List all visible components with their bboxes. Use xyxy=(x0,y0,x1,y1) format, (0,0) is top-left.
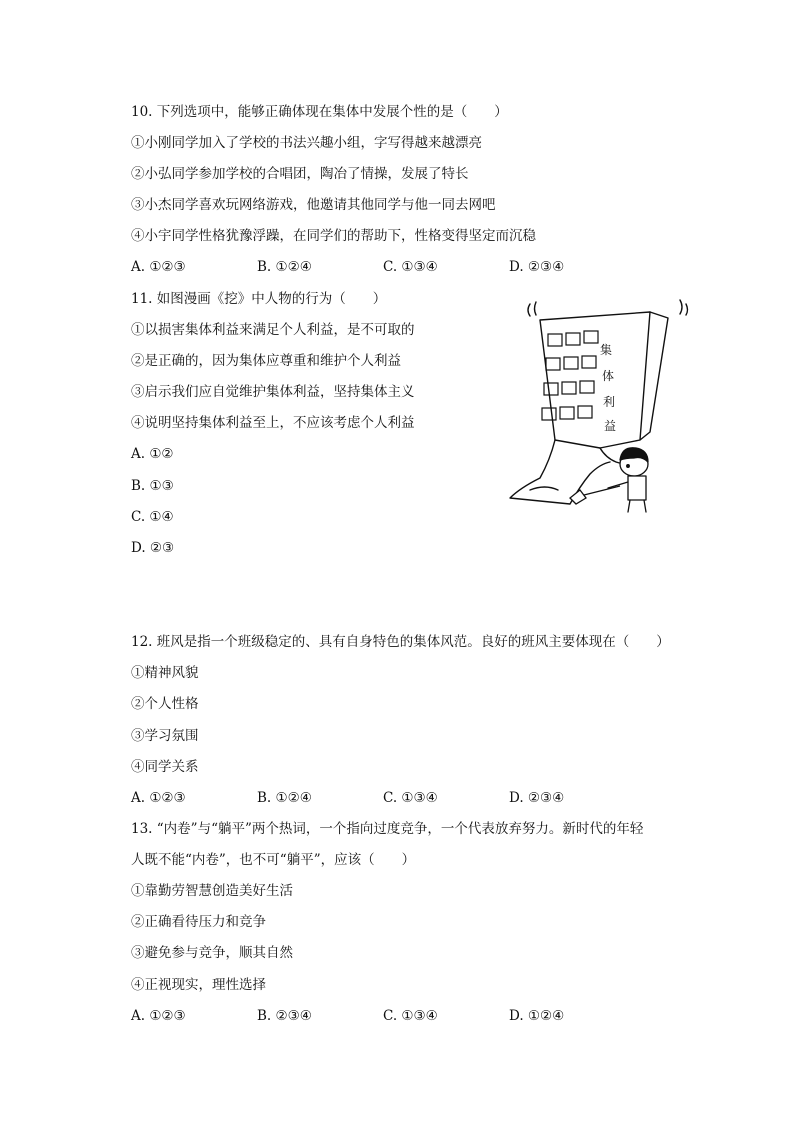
window xyxy=(544,383,558,395)
q11-item-1: ①以损害集体利益来满足个人利益，是不可取的 xyxy=(131,322,415,338)
boy-body xyxy=(628,476,646,500)
boy-legs xyxy=(628,500,646,512)
q12-option-d[interactable]: D. ②③④ xyxy=(509,790,565,806)
motion-mark xyxy=(528,304,530,316)
q10-option-d[interactable]: D. ②③④ xyxy=(509,259,565,275)
q11-stem: 11. 如图漫画《挖》中人物的行为（ ） xyxy=(131,291,387,307)
cartoon-label-char: 集 xyxy=(600,343,613,357)
shovel-blade xyxy=(570,490,586,504)
window xyxy=(580,381,594,393)
foundation xyxy=(510,440,610,504)
cartoon-label-char: 利 xyxy=(603,395,616,409)
motion-mark xyxy=(535,302,537,315)
rubble-line xyxy=(530,487,558,490)
q11-item-3: ③启示我们应自觉维护集体利益，坚持集体主义 xyxy=(131,384,415,400)
q11-option-a[interactable]: A. ①② xyxy=(131,446,174,462)
q10-item-3: ③小杰同学喜欢玩网络游戏，他邀请其他同学与他一同去网吧 xyxy=(131,197,496,213)
window xyxy=(564,357,578,369)
q11-option-b[interactable]: B. ①③ xyxy=(131,478,174,494)
window xyxy=(560,407,574,419)
shovel-handle xyxy=(580,486,620,496)
window xyxy=(546,358,560,370)
motion-mark xyxy=(686,304,688,315)
q12-item-2: ②个人性格 xyxy=(131,696,199,712)
q13-item-4: ④正视现实，理性选择 xyxy=(131,977,266,993)
q10-option-b[interactable]: B. ①②④ xyxy=(257,259,312,275)
cartoon-illustration xyxy=(500,290,700,520)
window xyxy=(584,331,598,343)
q10-stem: 10. 下列选项中，能够正确体现在集体中发展个性的是（ ） xyxy=(131,104,508,120)
q13-item-2: ②正确看待压力和竞争 xyxy=(131,914,266,930)
window xyxy=(562,382,576,394)
q11-option-d[interactable]: D. ②③ xyxy=(131,540,175,556)
q13-option-b[interactable]: B. ②③④ xyxy=(257,1008,312,1024)
q11-option-c[interactable]: C. ①④ xyxy=(131,509,174,525)
q12-stem: 12. 班风是指一个班级稳定的、具有自身特色的集体风范。良好的班风主要体现在（ ） xyxy=(131,634,670,650)
building-side xyxy=(640,312,668,440)
q10-item-2: ②小弘同学参加学校的合唱团，陶冶了情操，发展了特长 xyxy=(131,166,469,182)
q12-option-b[interactable]: B. ①②④ xyxy=(257,790,312,806)
window xyxy=(542,408,556,420)
q13-stem-line-2: 人既不能“内卷”，也不可“躺平”，应该（ ） xyxy=(131,852,416,868)
window xyxy=(582,356,596,368)
q12-option-a[interactable]: A. ①②③ xyxy=(131,790,186,806)
cartoon-label-char: 体 xyxy=(602,369,615,383)
q13-options xyxy=(131,1007,651,1025)
q13-item-3: ③避免参与竞争，顺其自然 xyxy=(131,945,293,961)
building-front xyxy=(540,312,650,448)
q13-stem-line-1: 13. “内卷”与“躺平”两个热词，一个指向过度竞争，一个代表放弃努力。新时代的年轻 xyxy=(131,821,644,837)
q12-item-1: ①精神风貌 xyxy=(131,665,199,681)
window xyxy=(566,333,580,345)
q10-item-4: ④小宇同学性格犹豫浮躁，在同学们的帮助下，性格变得坚定而沉稳 xyxy=(131,228,536,244)
q13-option-a[interactable]: A. ①②③ xyxy=(131,1008,186,1024)
q10-option-a[interactable]: A. ①②③ xyxy=(131,259,186,275)
cartoon-label-char: 益 xyxy=(604,419,617,433)
q10-option-c[interactable]: C. ①③④ xyxy=(383,259,438,275)
q13-item-1: ①靠勤劳智慧创造美好生活 xyxy=(131,883,293,899)
q12-item-3: ③学习氛围 xyxy=(131,728,199,744)
q11-item-2: ②是正确的，因为集体应尊重和维护个人利益 xyxy=(131,353,401,369)
q10-item-1: ①小刚同学加入了学校的书法兴趣小组，字写得越来越漂亮 xyxy=(131,135,482,151)
q11-item-4: ④说明坚持集体利益至上，不应该考虑个人利益 xyxy=(131,415,415,431)
motion-mark xyxy=(680,300,682,314)
q13-option-c[interactable]: C. ①③④ xyxy=(383,1008,438,1024)
q12-options xyxy=(131,789,651,807)
q12-option-c[interactable]: C. ①③④ xyxy=(383,790,438,806)
q10-options xyxy=(131,258,651,276)
q12-item-4: ④同学关系 xyxy=(131,759,199,775)
window xyxy=(578,406,592,418)
q13-option-d[interactable]: D. ①②④ xyxy=(509,1008,565,1024)
window xyxy=(548,334,562,346)
